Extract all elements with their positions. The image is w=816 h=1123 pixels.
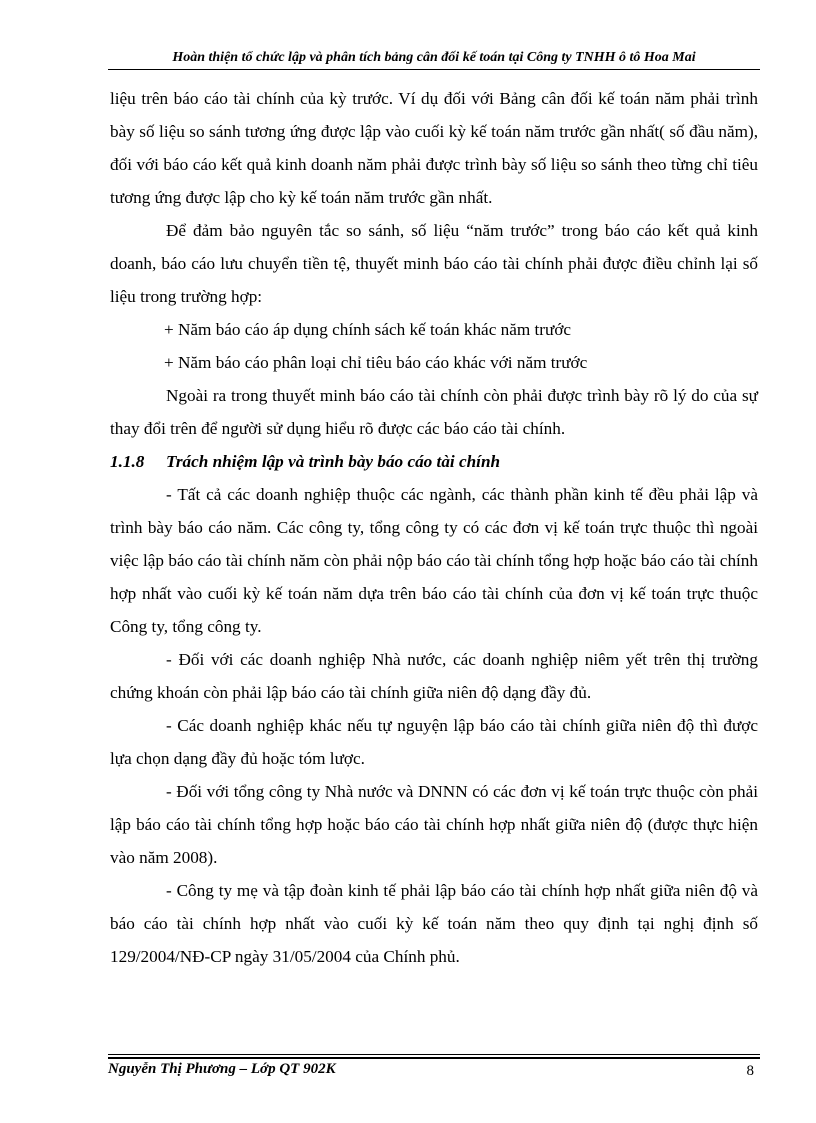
section-number: 1.1.8 <box>110 452 145 471</box>
footer-author: Nguyễn Thị Phương – Lớp QT 902K <box>108 1061 336 1077</box>
page-number: 8 <box>746 1063 754 1079</box>
header-divider <box>108 69 760 70</box>
footer-divider-thick <box>108 1057 760 1059</box>
section-heading <box>110 445 758 478</box>
bullet-classification: + Năm báo cáo phân loại chỉ tiêu báo cáo khác với năm trước <box>164 353 588 372</box>
bullet-accounting-policy: + Năm báo cáo áp dụng chính sách kế toán khác năm trước <box>164 320 572 339</box>
list-item-parent-companies: - Công ty mẹ và tập đoàn kinh tế phải lập báo cáo tài chính hợp nhất giữa niên độ và báo cáo tài chính hợp nhất vào cuối kỳ kế toán năm theo quy định tại nghị định số 129/2004/NĐ-CP ngày 31/05/2004 của Chính phủ. <box>110 881 758 966</box>
footer-divider-thin <box>108 1054 760 1055</box>
list-item-state-corporations: - Đối với tổng công ty Nhà nước và DNNN có các đơn vị kế toán trực thuộc còn phải lập báo cáo tài chính tổng hợp hoặc báo cáo tài chính hợp nhất giữa niên độ (được thực hiện vào năm 2008). <box>110 782 758 867</box>
running-header: Hoàn thiện tổ chức lập và phân tích bảng cân đối kế toán tại Công ty TNHH ô tô Hoa Mai <box>172 50 696 65</box>
paragraph-comparison-principle: Để đảm bảo nguyên tắc so sánh, số liệu “năm trước” trong báo cáo kết quả kinh doanh, báo cáo lưu chuyển tiền tệ, thuyết minh báo cáo tài chính phải được điều chỉnh lại số liệu trong trường hợp: <box>110 221 758 306</box>
list-item-state-enterprises: - Đối với các doanh nghiệp Nhà nước, các doanh nghiệp niêm yết trên thị trường chứng khoán còn phải lập báo cáo tài chính giữa niên độ dạng đầy đủ. <box>110 650 758 702</box>
list-item-other-enterprises: - Các doanh nghiệp khác nếu tự nguyện lập báo cáo tài chính giữa niên độ thì được lựa chọn dạng đầy đủ hoặc tóm lược. <box>110 716 758 768</box>
section-title: Trách nhiệm lập và trình bày báo cáo tài chính <box>166 452 501 471</box>
paragraph-disclosure: Ngoài ra trong thuyết minh báo cáo tài chính còn phải được trình bày rõ lý do của sự thay đổi trên để người sử dụng hiểu rõ được các báo cáo tài chính. <box>110 386 758 438</box>
page-content <box>110 82 758 973</box>
paragraph-continuation: liệu trên báo cáo tài chính của kỳ trước. Ví dụ đối với Bảng cân đối kế toán năm phải trình bày số liệu so sánh tương ứng được lập vào cuối kỳ kế toán năm trước gần nhất( số đầu năm), đối với báo cáo kết quả kinh doanh năm phải được trình bày số liệu so sánh theo từng chỉ tiêu tương ứng được lập cho kỳ kế toán năm trước gần nhất. <box>110 89 758 207</box>
list-item-all-enterprises: - Tất cả các doanh nghiệp thuộc các ngành, các thành phần kinh tế đều phải lập và trình bày báo cáo năm. Các công ty, tổng công ty có các đơn vị kế toán trực thuộc thì ngoài việc lập báo cáo tài chính năm còn phải nộp báo cáo tài chính tổng hợp hoặc báo cáo tài chính hợp nhất vào cuối kỳ kế toán năm dựa trên báo cáo tài chính của đơn vị kế toán trực thuộc Công ty, tổng công ty. <box>110 485 758 636</box>
